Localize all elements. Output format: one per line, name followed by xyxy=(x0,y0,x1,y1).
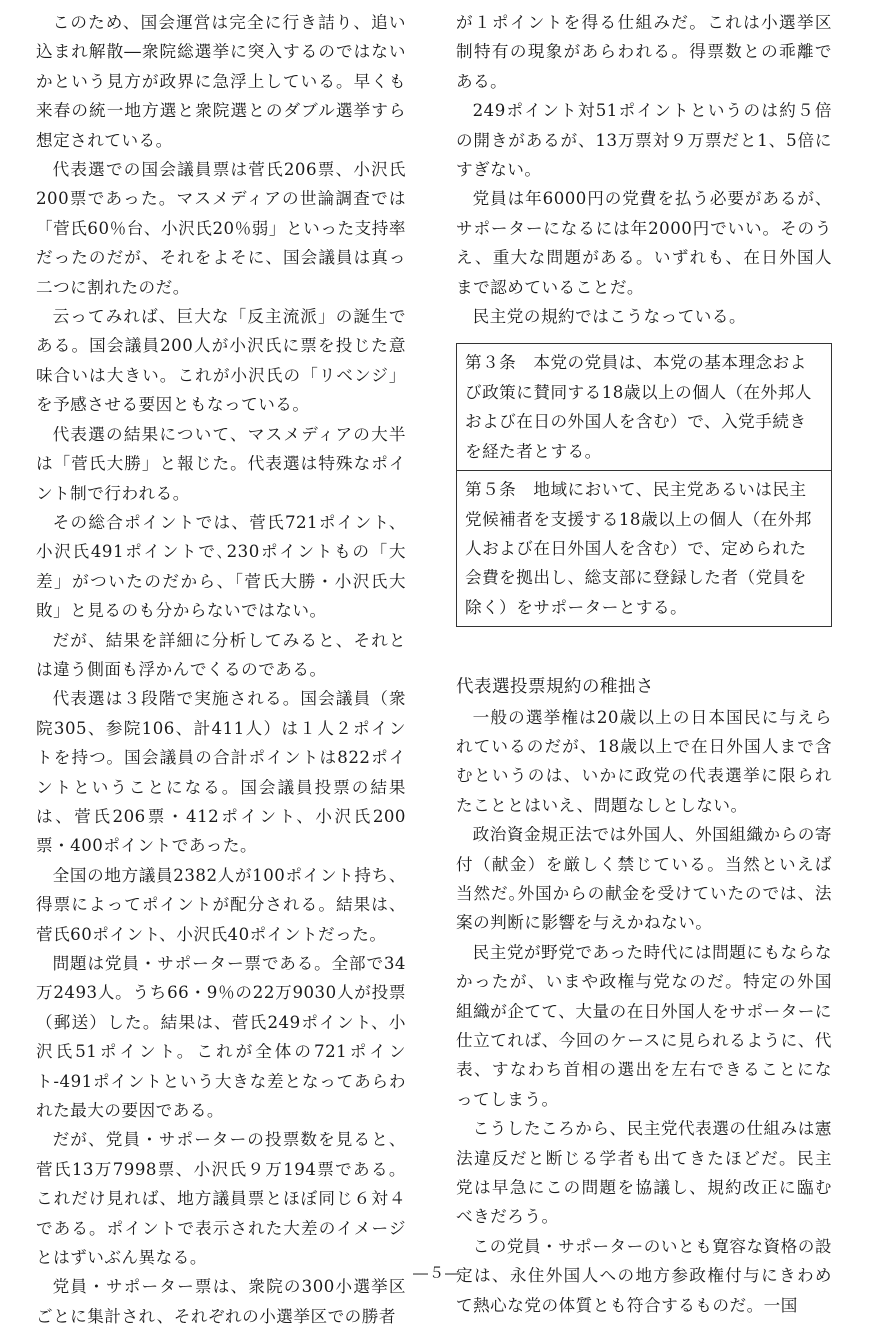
page-number: ―５― xyxy=(412,1264,461,1282)
paragraph: 云ってみれば、巨大な「反主流派」の誕生である。国会議員200人が小沢氏に票を投じた意味合いは大きい。これが小沢氏の「リベンジ」を予感させる要因ともなっている。 xyxy=(36,307,406,415)
paragraph: だが、結果を詳細に分析してみると、それとは違う側面も浮かんでくるのである。 xyxy=(36,630,406,679)
paragraph: だが、党員・サポーターの投票数を見ると、菅氏13万7998票、小沢氏９万194票である。これだけ見れば、地方議員票とほぼ同じ６対４である。ポイントで表示された大差のイメージとはずいぶん異なる。 xyxy=(36,1130,406,1268)
paragraph: 代表選での国会議員票は菅氏206票、小沢氏200票であった。マスメディアの世論調査では「菅氏60％台、小沢氏20％弱」といった支持率だったのだが、それをよそに、国会議員は真っ二つに割れたのだ。 xyxy=(36,160,406,297)
paragraph: 問題は党員・サポーター票である。全部で34万2493人。うち66・9％の22万9030人が投票（郵送）した。結果は、菅氏249ポイント、小沢氏51ポイント。これが全体の721ポイント-491ポイントという大きな差となってあらわれた最大の要因である。 xyxy=(36,954,406,1121)
paragraph: 党員・サポーター票は、衆院の300小選挙区ごとに集計され、それぞれの小選挙区での勝者 xyxy=(36,1277,406,1326)
paragraph: 一般の選挙権は20歳以上の日本国民に与えられているのだが、18歳以上で在日外国人まで含むというのは、いかに政党の代表選挙に限られたこととはいえ、問題なしとしない。 xyxy=(456,707,832,815)
paragraph: 代表選の結果について、マスメディアの大半は「菅氏大勝」と報じた。代表選は特殊なポイント制で行われる。 xyxy=(36,424,406,503)
left-column xyxy=(36,8,406,1331)
paragraph: この党員・サポーターのいとも寛容な資格の設定は、永住外国人への地方参政権付与にきわめて熱心な党の体質とも符合するものだ。一国 xyxy=(456,1236,832,1315)
paragraph: 代表選は３段階で実施される。国会議員（衆院305、参院106、計411人）は１人２ポイントを持つ。国会議員の合計ポイントは822ポイントということになる。国会議員投票の結果は、菅氏206票・412ポイント、小沢氏200票・400ポイントであった。 xyxy=(36,689,406,856)
section-heading: 代表選投票規約の稚拙さ xyxy=(456,677,654,698)
paragraph: 249ポイント対51ポイントというのは約５倍の開きがあるが、13万票対９万票だと1、5倍にすぎない。 xyxy=(456,101,832,180)
rule-article-5: 第５条 地域において、民主党あるいは民主党候補者を支援する18歳以上の個人（在外邦人および在日外国人を含む）で、定められた会費を拠出し、総支部に登録した者（党員を除く）をサポーターとする。 xyxy=(457,470,831,626)
paragraph: このため、国会運営は完全に行き詰り、追い込まれ解散―衆院総選挙に突入するのではないかという見方が政界に急浮上している。早くも来春の統一地方選と衆院選とのダブル選挙すら想定されている。 xyxy=(36,13,406,150)
paragraph-continued: が１ポイントを得る仕組みだ。これは小選挙区制特有の現象があらわれる。得票数との乖離である。 xyxy=(456,13,832,91)
right-column xyxy=(456,8,832,1320)
paragraph: こうしたころから、民主党代表選の仕組みは憲法違反だと断じる学者も出てきたほどだ。民主党は早急にこの問題を協議し、規約改正に臨むべきだろう。 xyxy=(456,1119,832,1227)
paragraph: 民主党の規約ではこうなっている。 xyxy=(472,307,747,327)
paragraph: 民主党が野党であった時代には問題にもならなかったが、いまや政権与党なのだ。特定の外国組織が企てて、大量の在日外国人をサポーターに仕立てれば、今回のケースに見られるように、代表、すなわち首相の選出を左右できることになってしまう。 xyxy=(456,942,832,1109)
paragraph: 全国の地方議員2382人が100ポイント持ち、得票によってポイントが配分される。結果は、菅氏60ポイント、小沢氏40ポイントだった。 xyxy=(36,865,406,944)
paragraph: 党員は年6000円の党費を払う必要があるが、サポーターになるには年2000円でいい。そのうえ、重大な問題がある。いずれも、在日外国人まで認めていることだ。 xyxy=(456,189,832,297)
rule-article-3: 第３条 本党の党員は、本党の基本理念および政策に賛同する18歳以上の個人（在外邦人および在日の外国人を含む）で、入党手続きを経た者とする。 xyxy=(465,353,812,461)
paragraph: 政治資金規正法では外国人、外国組織からの寄付（献金）を厳しく禁じている。当然といえば当然だ｡外国からの献金を受けていたのでは、法案の判断に影響を与えかねない。 xyxy=(456,825,832,933)
paragraph: その総合ポイントでは、菅氏721ポイント、小沢氏491ポイントで､230ポイントもの「大差」がついたのだから、「菅氏大勝・小沢氏大敗」と見るのも分からないではない。 xyxy=(36,512,406,621)
party-rules-box xyxy=(456,343,832,627)
